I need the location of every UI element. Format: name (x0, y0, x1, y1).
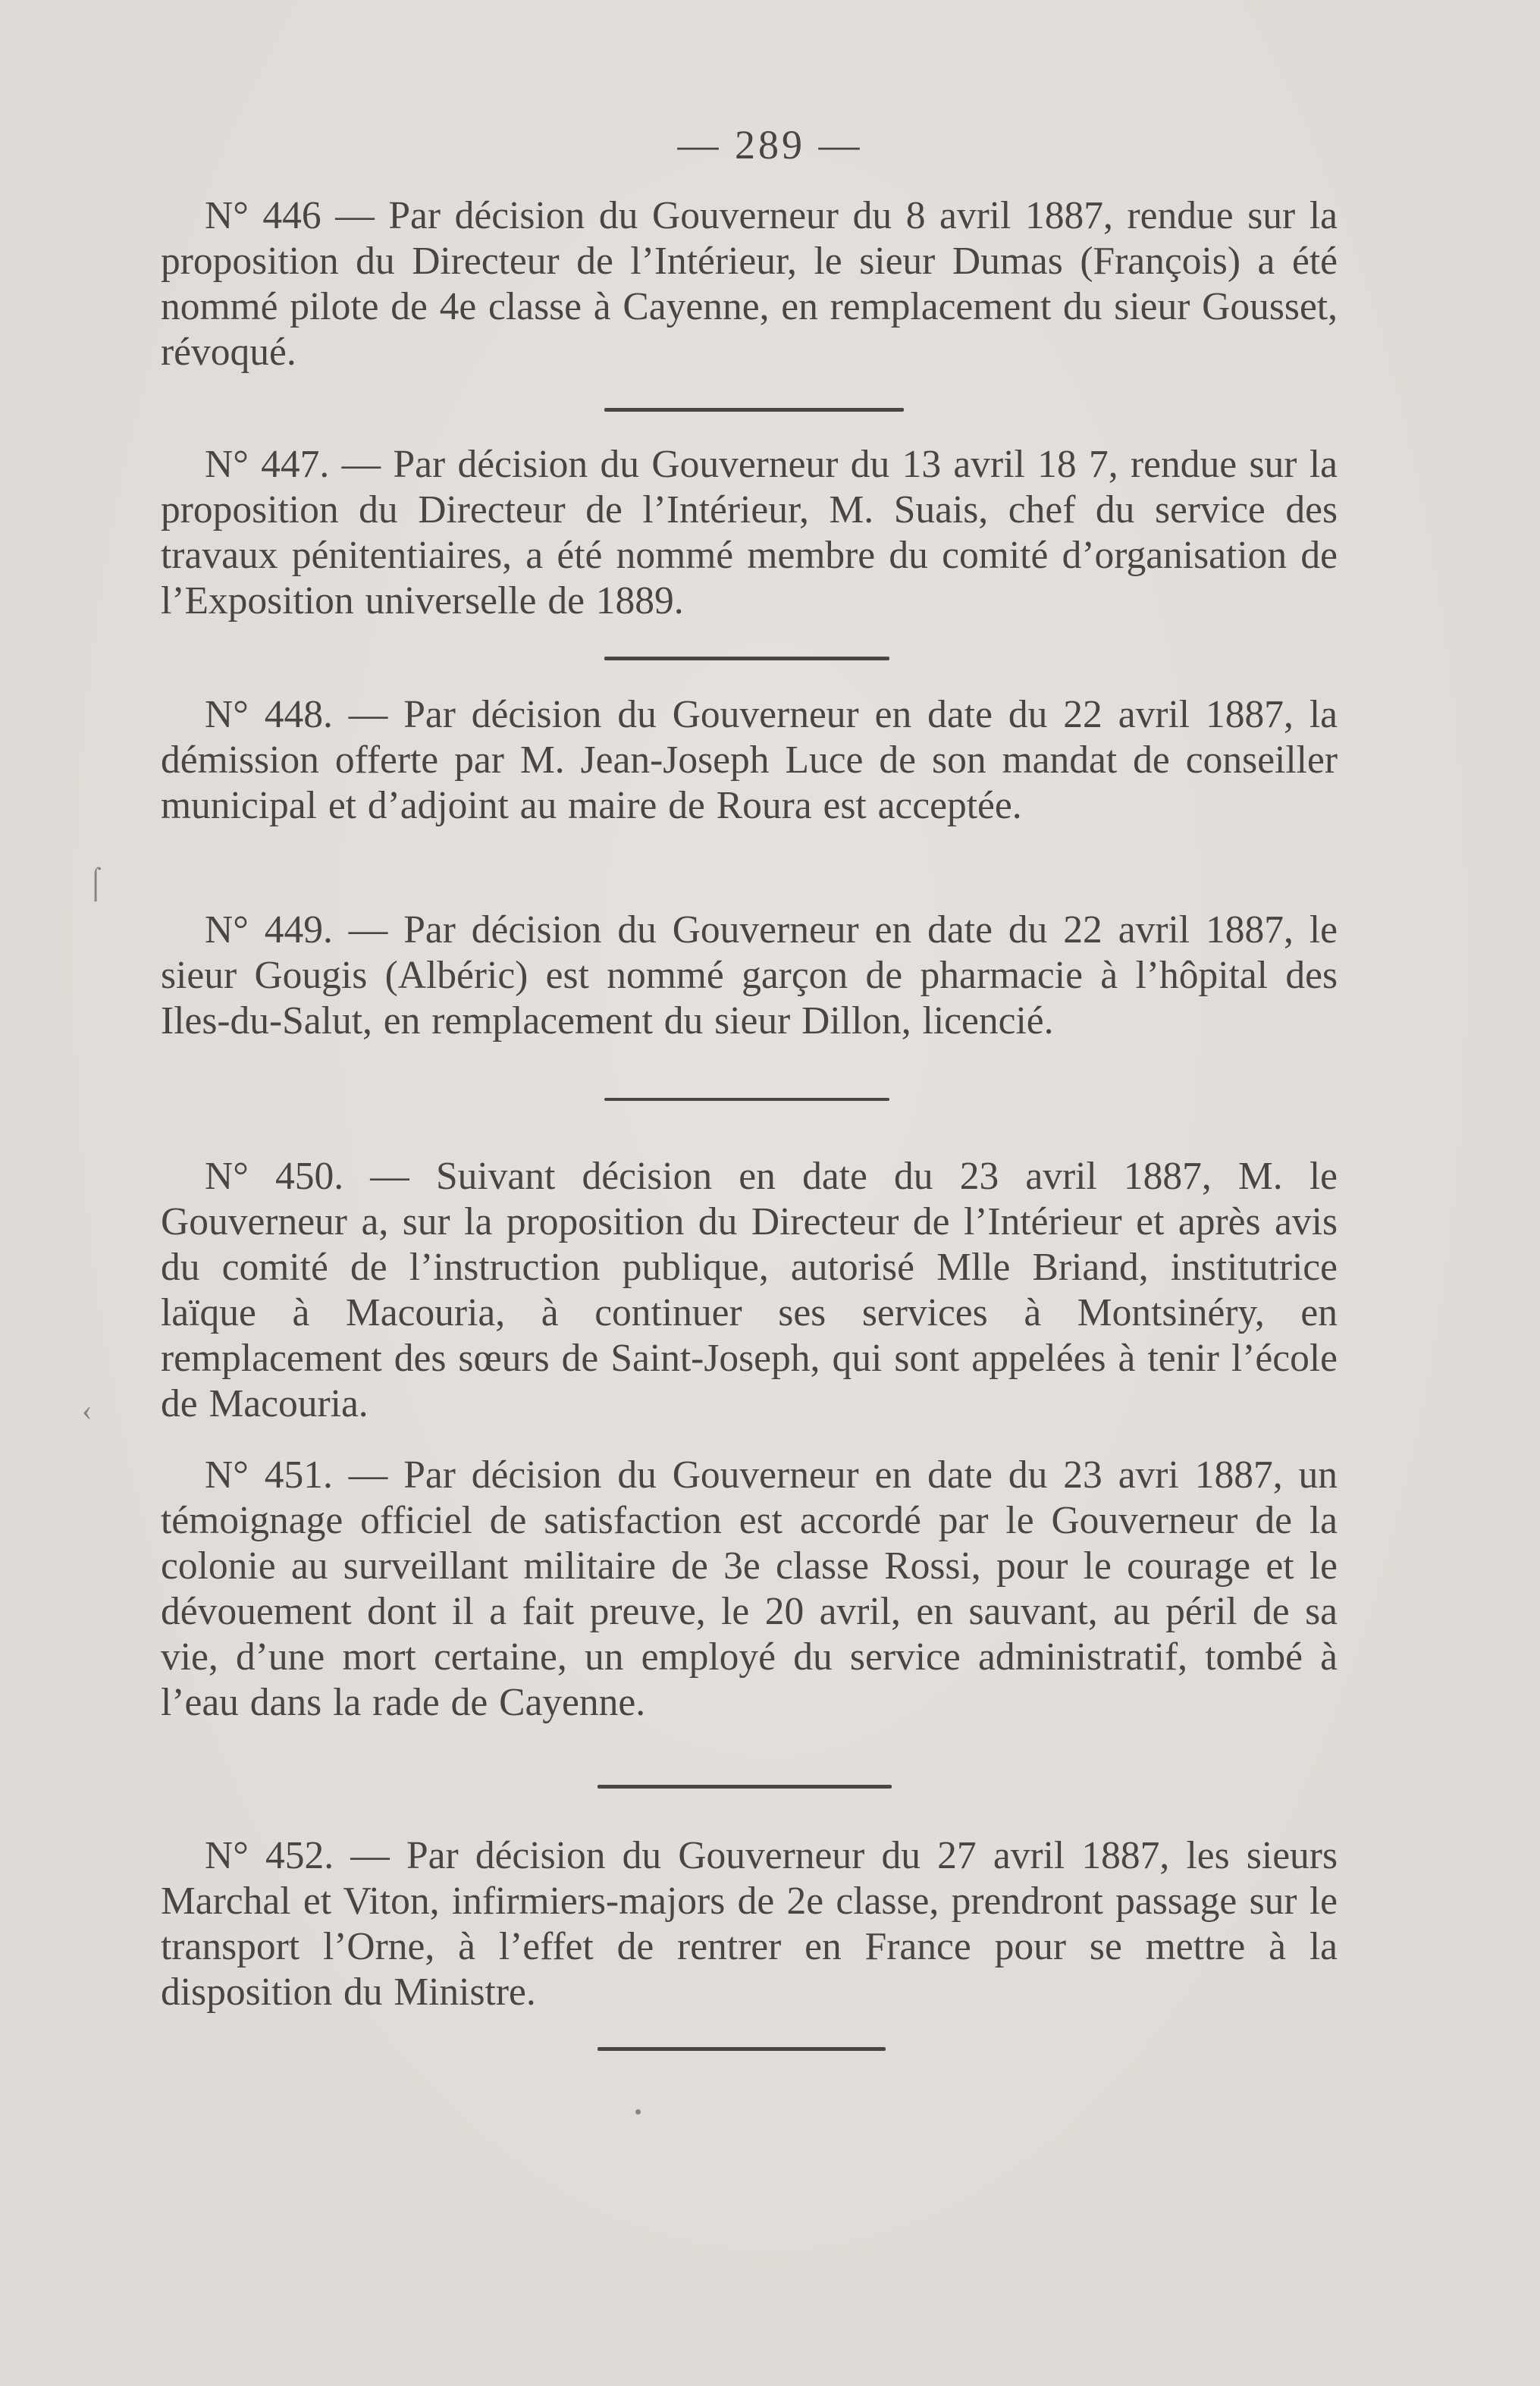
article-text: — Par décision du Gouverneur en date du 23 avri 1887, un témoignage officiel de satisfaction est accordé par le Gouverneur de la colonie au surveillant militaire de 3e classe Rossi, pour le courage et le dévouement dont il a fait preuve, le 20 avril, en sauvant, au péril de sa vie, d’une mort certaine, un employé du service administratif, tombé à l’eau dans la rade de Cayenne. (161, 1453, 1338, 1724)
article-452 (161, 1833, 1338, 2015)
article-number: N° 446 (205, 194, 321, 237)
article-text: — Par décision du Gouverneur du 27 avril 1887, les sieurs Marchal et Viton, infirmiers-majors de 2e classe, prendront passage sur le transport l’Orne, à l’effet de rentrer en France pour se mettre à la disposition du Ministre. (161, 1834, 1338, 2014)
page-number: — 289 — (677, 122, 863, 168)
separator-rule (604, 408, 904, 412)
article-text: — Par décision du Gouverneur du 8 avril 1887, rendue sur la proposition du Directeur de l’Intérieur, le sieur Dumas (François) a été nommé pilote de 4e classe à Cayenne, en remplacement du sieur Gousset, révoqué. (161, 194, 1338, 374)
article-451 (161, 1453, 1338, 1726)
margin-pencil-mark: ‹ (82, 1393, 93, 1427)
article-text: — Par décision du Gouverneur du 13 avril 18 7, rendue sur la proposition du Directeur de l’Intérieur, M. Suais, chef du service des travaux pénitentiaires, a été nommé membre du comité d’organisation de l’Exposition universelle de 1889. (161, 443, 1338, 622)
article-text: — Suivant décision en date du 23 avril 1887, M. le Gouverneur a, sur la proposition du Directeur de l’Intérieur et après avis du comité de l’instruction publique, autorisé Mlle Briand, institutrice laïque à Macouria, à continuer ses services à Montsinéry, en remplacement des sœurs de Saint-Joseph, qui sont appelées à tenir l’école de Macouria. (161, 1155, 1338, 1425)
separator-rule (604, 657, 889, 660)
separator-rule (597, 1785, 892, 1789)
article-number: N° 450. (205, 1155, 344, 1198)
article-number: N° 452. (205, 1834, 334, 1877)
margin-pencil-mark: ⌠ (86, 865, 105, 899)
article-text: — Par décision du Gouverneur en date du 22 avril 1887, la démission offerte par M. Jean-Joseph Luce de son mandat de conseiller municipal et d’adjoint au maire de Roura est acceptée. (161, 693, 1338, 827)
article-number: N° 447. (205, 443, 330, 486)
article-number: N° 449. (205, 908, 333, 952)
paper-speck (635, 2109, 641, 2115)
separator-rule (604, 1098, 889, 1101)
article-450 (161, 1154, 1338, 1427)
article-447 (161, 442, 1338, 624)
article-448 (161, 692, 1338, 829)
article-449 (161, 908, 1338, 1044)
article-446 (161, 193, 1338, 375)
article-number: N° 451. (205, 1453, 333, 1497)
separator-rule (597, 2047, 886, 2051)
article-number: N° 448. (205, 693, 333, 736)
article-text: — Par décision du Gouverneur en date du 22 avril 1887, le sieur Gougis (Albéric) est nommé garçon de pharmacie à l’hôpital des Iles-du-Salut, en remplacement du sieur Dillon, licencié. (161, 908, 1338, 1043)
